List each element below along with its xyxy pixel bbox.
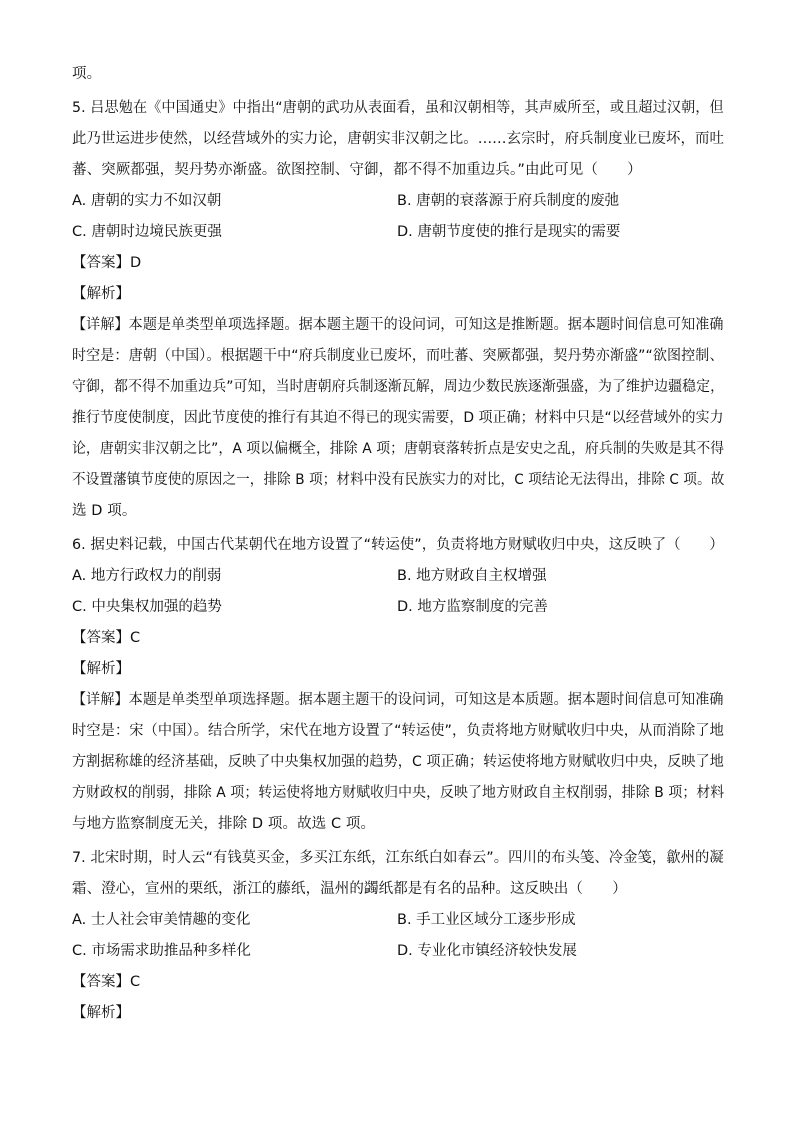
analysis-line: 选 D 项。 — [72, 503, 137, 519]
analysis-line: 时空是：宋（中国）。结合所学，宋代在地方设置了“转运使”，负责将地方财赋收归中央，从而消除了地 — [72, 723, 725, 739]
analysis-line: 【详解】本题是单类型单项选择题。据本题主题干的设问词，可知这是本质题。据本题时间信息可知准确 — [72, 692, 724, 708]
question-stem-line: 7. 北宋时期，时人云“有钱莫买金，多买江东纸，江东纸白如春云”。四川的布头笺、冷金笺，歙州的凝 — [72, 850, 724, 866]
analysis-line: 论，唐朝实非汉朝之比”，A 项以偏概全，排除 A 项；唐朝衰落转折点是安史之乱，府兵制的失败是其不得 — [72, 441, 725, 457]
analysis-line: 【详解】本题是单类型单项选择题。据本题主题干的设问词，可知这是推断题。据本题时间信息可知准确 — [72, 317, 724, 333]
option-a: A. 唐朝的实力不如汉朝 — [72, 193, 222, 209]
analysis-line: 方财政权的削弱，排除 A 项；转运使将地方财赋收归中央，反映了地方财政自主权削弱，排除 B 项；材料 — [72, 785, 725, 801]
option-d: D. 专业化市镇经济较快发展 — [397, 943, 577, 959]
option-b: B. 手工业区域分工逐步形成 — [397, 912, 576, 928]
analysis-line: 守御，都不得不加重边兵”可知，当时唐朝府兵制逐渐瓦解，周边少数民族逐渐强盛，为了维护边疆稳定， — [72, 379, 725, 395]
analysis-line: 与地方监察制度无关，排除 D 项。故选 C 项。 — [72, 816, 376, 832]
carry-over-text: 项。 — [72, 66, 102, 82]
option-b: B. 唐朝的衰落源于府兵制度的废弛 — [397, 193, 620, 209]
analysis-line: 时空是：唐朝（中国）。根据题干中“府兵制度业已废坏，而吐蕃、突厥都强，契丹势亦渐盛”“欲图控制、 — [72, 348, 724, 364]
option-b: B. 地方财政自主权增强 — [397, 568, 547, 584]
option-a: A. 士人社会审美情趣的变化 — [72, 912, 251, 928]
option-c: C. 中央集权加强的趋势 — [72, 599, 222, 615]
question-stem-line: 5. 吕思勉在《中国通史》中指出“唐朝的武功从表面看，虽和汉朝相等，其声威所至，或且超过汉朝，但 — [72, 100, 724, 116]
question-stem-line: 6. 据史料记载，中国古代某朝代在地方设置了“转运使”，负责将地方财赋收归中央，这反映了（ ） — [72, 537, 724, 553]
option-d: D. 唐朝节度使的推行是现实的需要 — [397, 224, 621, 240]
answer-label: 【答案】C — [72, 630, 141, 646]
option-a: A. 地方行政权力的削弱 — [72, 568, 222, 584]
analysis-line: 不设置藩镇节度使的原因之一，排除 B 项；材料中没有民族实力的对比，C 项结论无法得出，排除 C 项。故 — [72, 472, 725, 488]
question-stem-line: 蕃、突厥都强，契丹势亦渐盛。欲图控制、守御，都不得不加重边兵。”由此可见（ ） — [72, 162, 642, 178]
analysis-line: 方割据称雄的经济基础，反映了中央集权加强的趋势，C 项正确；转运使将地方财赋收归中央，反映了地 — [72, 754, 724, 770]
answer-label: 【答案】C — [72, 974, 141, 990]
analysis-line: 推行节度使制度，因此节度使的推行有其迫不得已的现实需要，D 项正确；材料中只是“以经营域外的实力 — [72, 410, 724, 426]
question-stem-line: 此乃世运进步使然，以经营域外的实力论，唐朝实非汉朝之比。……玄宗时，府兵制度业已废坏，而吐 — [72, 131, 725, 147]
question-stem-line: 霜、澄心，宣州的栗纸，浙江的藤纸，温州的蠲纸都是有名的品种。这反映出（ ） — [72, 881, 627, 897]
analysis-label: 【解析】 — [72, 286, 130, 302]
analysis-label: 【解析】 — [72, 1005, 130, 1021]
option-c: C. 市场需求助推品种多样化 — [72, 943, 251, 959]
analysis-label: 【解析】 — [72, 661, 130, 677]
option-c: C. 唐朝时边境民族更强 — [72, 224, 222, 240]
option-d: D. 地方监察制度的完善 — [397, 599, 548, 615]
answer-label: 【答案】D — [72, 255, 142, 271]
